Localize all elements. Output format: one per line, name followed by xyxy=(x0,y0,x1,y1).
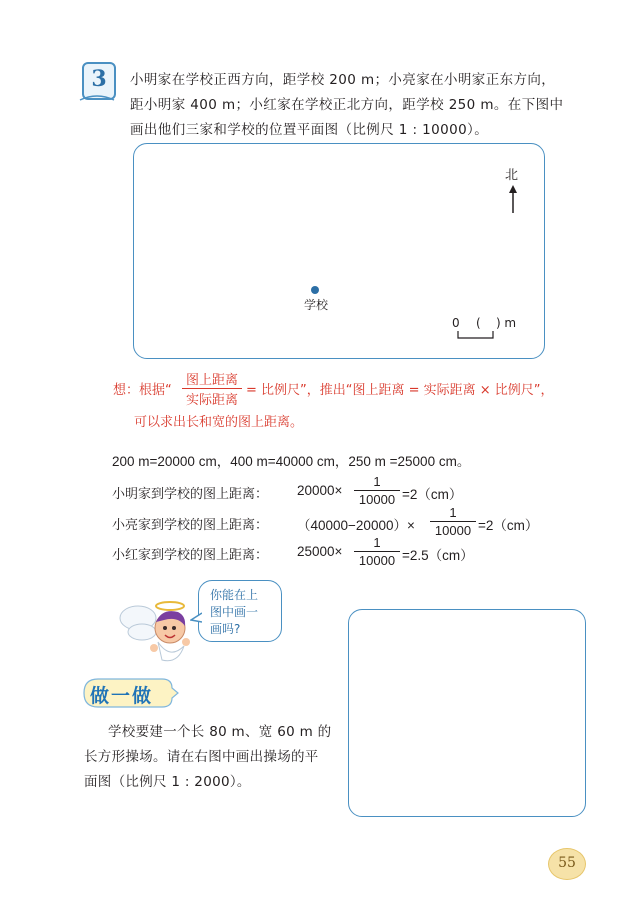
calc-row-2-label: 小亮家到学校的图上距离： xyxy=(112,518,269,533)
school-dot xyxy=(311,286,319,294)
angel-mascot-icon xyxy=(112,590,204,670)
page-number: 55 xyxy=(558,855,576,871)
badge-stand-icon xyxy=(78,94,116,102)
page-number-badge xyxy=(548,848,586,880)
practice-drawing-area[interactable] xyxy=(348,609,586,817)
calc-row-1-label: 小明家到学校的图上距离： xyxy=(112,487,269,502)
practice-line-1: 学校要建一个长 80 m、宽 60 m 的 xyxy=(108,724,332,740)
calc-row-1-fraction xyxy=(354,474,400,507)
calc-row-3-result: =2.5（cm） xyxy=(402,548,474,563)
school-label: 学校 xyxy=(304,298,329,312)
calc-row-1-numerator: 1 xyxy=(373,474,381,489)
problem-line-2: 距小明家 400 m；小红家在学校正北方向，距学校 250 m。在下图中 xyxy=(130,97,564,113)
calc-row-2-expr: （40000−20000）× xyxy=(297,518,415,533)
calc-row-1-bar xyxy=(354,490,400,491)
hint-fraction-top: 图上距离 xyxy=(185,373,238,388)
calc-row-3-fraction xyxy=(354,535,400,568)
calc-row-2-numerator: 1 xyxy=(449,505,457,520)
calc-row-1-result: =2（cm） xyxy=(402,487,463,502)
calc-row-3-denominator: 10000 xyxy=(358,553,396,568)
hint-middle: = 比例尺”，推出“图上距离 = 实际距离 × 比例尺”， xyxy=(246,383,554,398)
calc-row-3-label: 小红家到学校的图上距离： xyxy=(112,548,269,563)
calc-row-1-expr: 20000× xyxy=(297,483,343,498)
speech-bubble-tail-icon xyxy=(190,612,202,624)
north-arrow-icon xyxy=(506,184,520,214)
problem-line-3: 画出他们三家和学校的位置平面图（比例尺 1 : 10000）。 xyxy=(130,122,489,138)
calc-row-3-numerator: 1 xyxy=(373,535,381,550)
calc-row-3-expr: 25000× xyxy=(297,544,343,559)
calc-row-2-denominator: 10000 xyxy=(434,523,472,538)
calc-row-1-denominator: 10000 xyxy=(358,492,396,507)
practice-line-2: 长方形操场。请在右图中画出操场的平 xyxy=(84,749,319,765)
bubble-line-2: 图中画一 xyxy=(210,605,259,619)
hint-prefix: 想：根据“ xyxy=(113,383,172,398)
unit-conversion: 200 m=20000 cm，400 m=40000 cm，250 m =25000 cm。 xyxy=(112,454,471,469)
hint-line-2: 可以求出长和宽的图上距离。 xyxy=(134,415,304,430)
hint-fraction-bottom: 实际距离 xyxy=(185,393,238,408)
calc-row-3-bar xyxy=(354,551,400,552)
calc-row-2-result: =2（cm） xyxy=(478,518,539,533)
problem-line-1: 小明家在学校正西方向，距学校 200 m；小亮家在小明家正东方向， xyxy=(130,72,556,88)
practice-title: 做一做 xyxy=(90,685,154,707)
problem-number: 3 xyxy=(91,66,107,92)
scale-bar-icon xyxy=(456,330,496,340)
scale-unit-blank[interactable]: ( ) m xyxy=(476,316,517,330)
north-label: 北 xyxy=(505,168,519,183)
practice-line-3: 面图（比例尺 1 : 2000）。 xyxy=(84,774,251,790)
bubble-line-1: 你能在上 xyxy=(210,588,259,602)
hint-fraction xyxy=(182,369,242,408)
scale-zero-label: 0 xyxy=(452,316,460,330)
bubble-line-3: 画吗? xyxy=(210,622,241,636)
calc-row-2-fraction xyxy=(430,505,476,538)
calc-row-2-bar xyxy=(430,521,476,522)
